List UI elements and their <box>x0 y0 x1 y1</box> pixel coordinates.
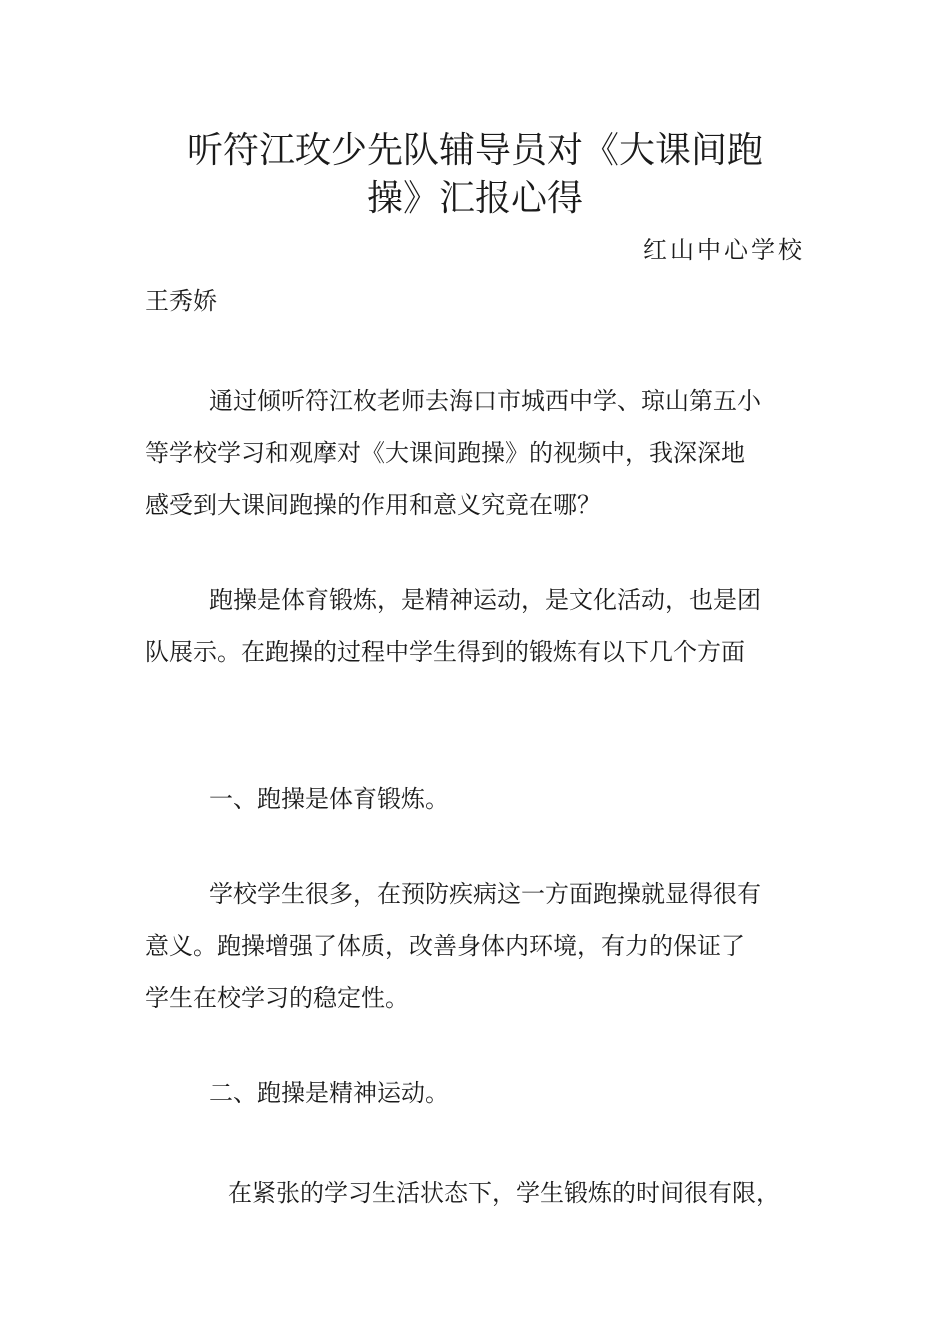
document-title-line-2: 操》汇报心得 <box>366 178 583 219</box>
paragraph-1 <box>145 375 805 531</box>
paragraph-4 <box>145 1167 805 1219</box>
section-heading-2-text: 二、跑操是精神运动。 <box>209 1079 449 1107</box>
author-name: 王秀娇 <box>145 287 217 315</box>
section-heading-1 <box>145 773 805 825</box>
paragraph-3-line-1: 学校学生很多，在预防疾病这一方面跑操就显得很有 <box>209 880 761 908</box>
paragraph-1-line-2: 等学校学习和观摩对《大课间跑操》的视频中，我深深地 <box>145 439 745 467</box>
paragraph-3 <box>145 868 805 1024</box>
section-heading-2 <box>145 1067 805 1119</box>
section-heading-1-text: 一、跑操是体育锻炼。 <box>209 785 449 813</box>
paragraph-2-line-1: 跑操是体育锻炼，是精神运动，是文化活动，也是团 <box>209 586 761 614</box>
document-title-line-1: 听符江玫少先队辅导员对《大课间跑 <box>186 130 763 171</box>
paragraph-2 <box>145 574 805 678</box>
school-name: 红山中心学校 <box>643 236 805 264</box>
paragraph-3-line-3: 学生在校学习的稳定性。 <box>145 984 409 1012</box>
paragraph-1-line-1: 通过倾听符江枚老师去海口市城西中学、琼山第五小 <box>209 387 761 415</box>
paragraph-3-line-2: 意义。跑操增强了体质，改善身体内环境，有力的保证了 <box>145 932 745 960</box>
paragraph-1-line-3: 感受到大课间跑操的作用和意义究竟在哪？ <box>145 491 601 519</box>
paragraph-2-line-2: 队展示。在跑操的过程中学生得到的锻炼有以下几个方面 <box>145 638 745 666</box>
paragraph-4-line-1: 在紧张的学习生活状态下，学生锻炼的时间很有限， <box>228 1179 780 1207</box>
